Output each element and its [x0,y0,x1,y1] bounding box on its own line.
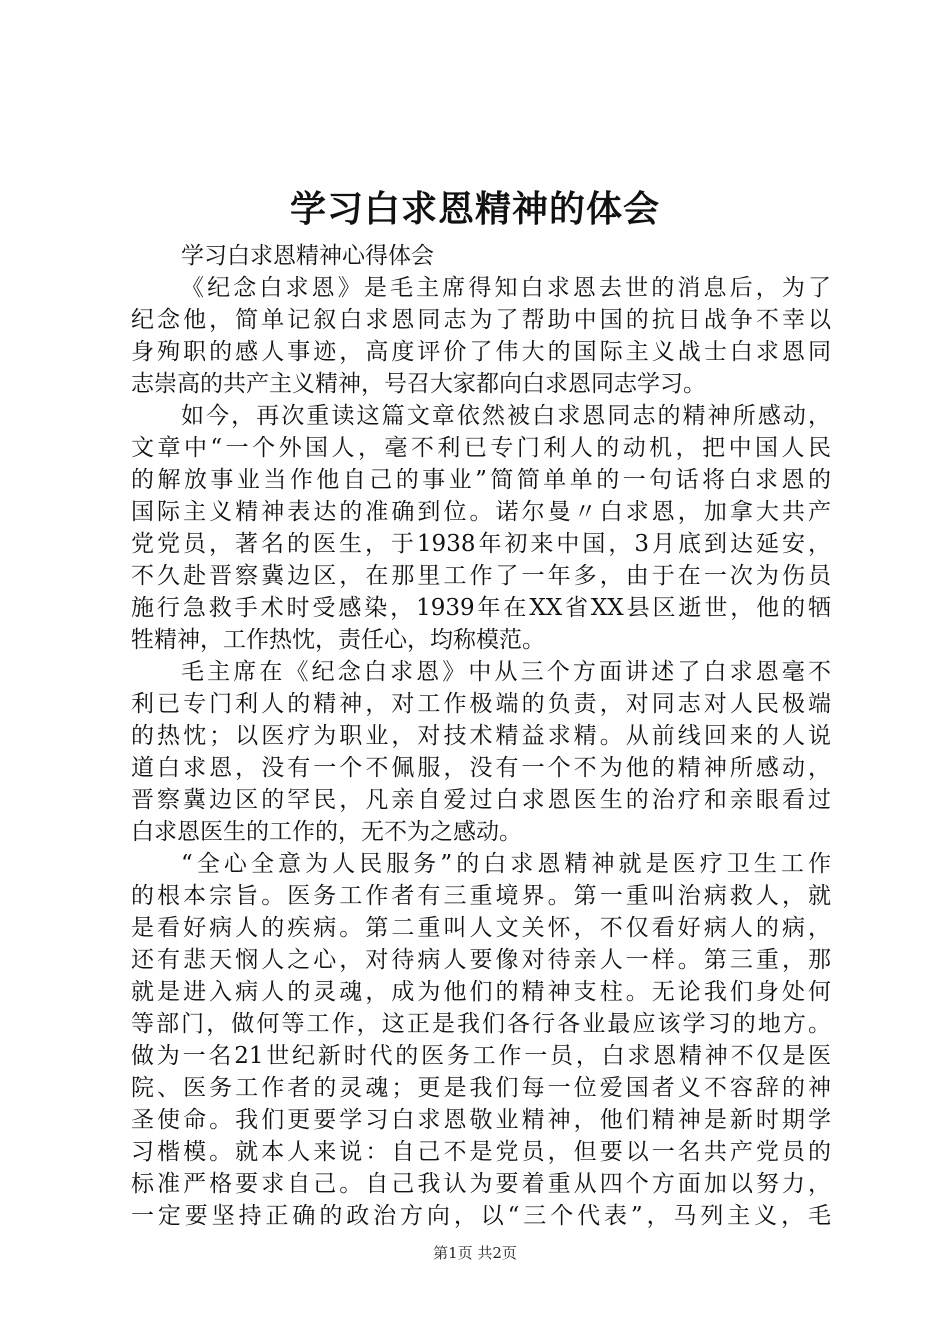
body-line: 一定要坚持正确的政治方向，以“三个代表”，马列主义，毛 [131,1203,831,1229]
body-line: 圣使命。我们更要学习白求恩敬业精神，他们精神是新时期学 [131,1107,831,1133]
body-line: 党党员，著名的医生，于1938年初来中国，3月底到达延安， [131,531,831,557]
body-line: 文章中“一个外国人，毫不利已专门利人的动机，把中国人民 [131,435,831,461]
body-line: 不久赴晋察冀边区，在那里工作了一年多，由于在一次为伤员 [131,563,831,589]
body-line: 做为一名21世纪新时代的医务工作一员，白求恩精神不仅是医 [131,1043,831,1069]
body-line: 晋察冀边区的罕民，凡亲自爱过白求恩医生的治疗和亲眼看过 [131,787,831,813]
page-number-footer: 第1页 共2页 [433,1244,517,1262]
document-body [131,240,831,1232]
body-line: 是看好病人的疾病。第二重叫人文关怀，不仅看好病人的病， [131,915,831,941]
body-line: 的热忱；以医疗为职业，对技术精益求精。从前线回来的人说 [131,723,831,749]
body-line: 国际主义精神表达的准确到位。诺尔曼〃白求恩，加拿大共产 [131,499,831,525]
body-line: 如今，再次重读这篇文章依然被白求恩同志的精神所感动， [181,403,831,429]
body-line: 的解放事业当作他自己的事业”简简单单的一句话将白求恩的 [131,467,831,493]
body-line-subtitle: 学习白求恩精神心得体会 [181,243,434,269]
body-line: 《纪念白求恩》是毛主席得知白求恩去世的消息后，为了 [181,275,831,301]
body-line: 牲精神，工作热忱，责任心，均称模范。 [131,627,545,653]
body-line: 毛主席在《纪念白求恩》中从三个方面讲述了白求恩毫不 [181,659,831,685]
body-line: 标准严格要求自己。自己我认为要着重从四个方面加以努力， [131,1171,831,1197]
body-line: 道白求恩，没有一个不佩服，没有一个不为他的精神所感动， [131,755,831,781]
body-line: 习楷模。就本人来说：自己不是党员，但要以一名共产党员的 [131,1139,831,1165]
body-line: 施行急救手术时受感染，1939年在XX省XX县区逝世，他的牺 [131,595,831,621]
body-line: 就是进入病人的灵魂，成为他们的精神支柱。无论我们身处何 [131,979,831,1005]
body-line: 纪念他，简单记叙白求恩同志为了帮助中国的抗日战争不幸以 [131,307,831,333]
body-line: 还有悲天悯人之心，对待病人要像对待亲人一样。第三重，那 [131,947,831,973]
body-line: 志崇高的共产主义精神，号召大家都向白求恩同志学习。 [131,371,706,397]
body-line: 利已专门利人的精神，对工作极端的负责，对同志对人民极端 [131,691,831,717]
body-line: 白求恩医生的工作的，无不为之感动。 [131,819,522,845]
document-title: 学习白求恩精神的体会 [289,188,660,230]
body-line: 身殉职的感人事迹，高度评价了伟大的国际主义战士白求恩同 [131,339,831,365]
body-line: 院、医务工作者的灵魂；更是我们每一位爱国者义不容辞的神 [131,1075,831,1101]
body-line: 的根本宗旨。医务工作者有三重境界。第一重叫治病救人，就 [131,883,831,909]
body-line: 等部门，做何等工作，这正是我们各行各业最应该学习的地方。 [131,1011,831,1037]
body-line: “全心全意为人民服务”的白求恩精神就是医疗卫生工作 [181,851,831,877]
